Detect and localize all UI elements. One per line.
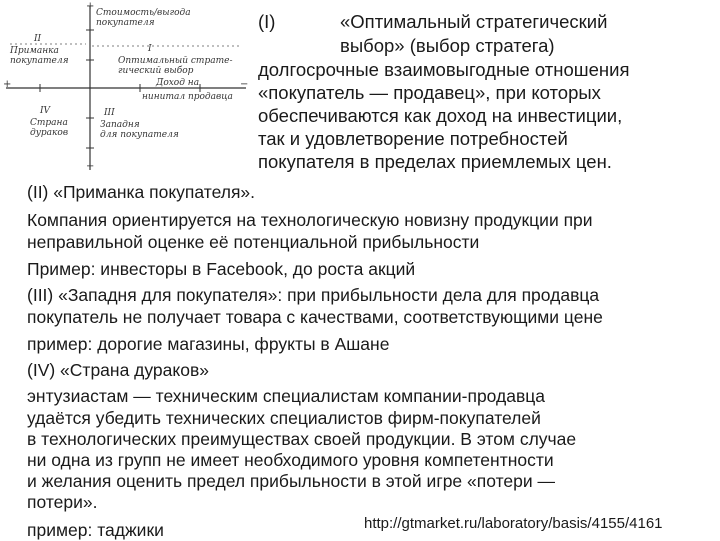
body-line: Компания ориентируется на технологическую новизну продукции при: [27, 210, 593, 230]
axis-plus-top: +: [86, 1, 95, 12]
section-i-line-5: обеспечиваются как доход на инвестиции,: [258, 105, 623, 126]
section-i-line-6: так и удовлетворение потребностей: [258, 128, 568, 149]
q3-numeral: III: [104, 108, 115, 118]
q2-numeral: II: [34, 34, 42, 44]
section-i-line-1: «Оптимальный стратегический: [340, 11, 608, 32]
body-line: покупатель не получает товара с качествами, соответствующими цене: [27, 307, 603, 327]
section-ii-heading: (II) «Приманка покупателя».: [27, 182, 256, 202]
q1-axis-label: Стоимость/выгода покупателя: [96, 8, 191, 28]
q3-text: Западня для покупателя: [100, 120, 179, 140]
example-line: Пример: инвесторы в Facebook, до роста акций: [27, 259, 416, 279]
body-line: неправильной оценке её потенциальной прибыльности: [27, 232, 480, 252]
axis-minus-right: −: [240, 79, 249, 90]
axis-x-label: нинитал продавца: [142, 92, 233, 102]
section-i-line-7: покупателя в пределах приемлемых цен.: [258, 151, 612, 172]
q1-income: Доход на: [156, 78, 200, 88]
body-line: в технологических преимуществах своей продукции. В этом случае: [27, 429, 577, 449]
q4-numeral: IV: [40, 106, 51, 116]
strategy-matrix-diagram: [0, 0, 250, 175]
section-i-line-2: выбор» (выбор стратега): [340, 35, 555, 56]
q1-text: Оптимальный страте- гический выбор: [118, 56, 233, 76]
section-i-line-3: долгосрочные взаимовыгодные отношения: [258, 59, 630, 80]
q4-text: Страна дураков: [30, 118, 69, 138]
section-i-line-4: «покупатель — продавец», при которых: [258, 82, 601, 103]
axis-plus-left: +: [3, 79, 12, 90]
body-line: и желания оценить предел прибыльности в этой игре «потери —: [27, 471, 556, 491]
section-iii-heading: (III) «Западня для покупателя»: при прибыльности дела для продавца: [27, 285, 600, 305]
section-iv-heading: (IV) «Страна дураков»: [27, 360, 210, 380]
q2-text: Приманка покупателя: [10, 46, 69, 66]
body-line: энтузиастам — техническим специалистам компании-продавца: [27, 386, 546, 406]
body-line: потери».: [27, 492, 98, 512]
example-line: пример: дорогие магазины, фрукты в Ашане: [27, 334, 390, 354]
source-link[interactable]: http://gtmarket.ru/laboratory/basis/4155/4161: [364, 515, 663, 532]
example-line: пример: таджики: [27, 520, 164, 540]
axis-minus-bottom: −: [86, 161, 95, 172]
section-i-number: (I): [258, 11, 276, 32]
q1-numeral: I: [148, 44, 152, 54]
body-line: удаётся убедить технических специалистов фирм-покупателей: [27, 408, 541, 428]
body-line: ни одна из групп не имеет необходимого уровня компетентности: [27, 450, 554, 470]
